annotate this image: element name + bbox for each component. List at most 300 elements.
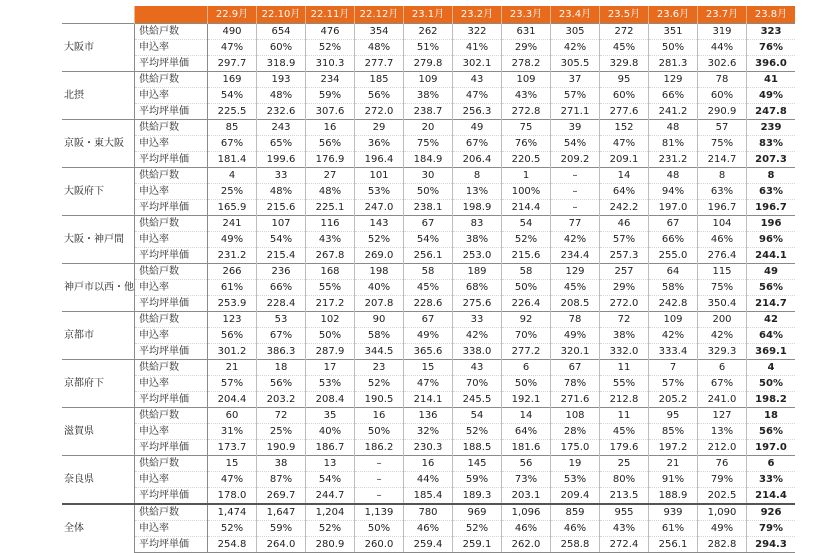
table-row <box>62 56 795 72</box>
table-cell: 56% <box>257 376 306 392</box>
table-cell: 1 <box>502 168 551 184</box>
region-name: 京都府下 <box>62 360 135 408</box>
table-cell: 271.6 <box>551 392 600 408</box>
table-cell: 179.6 <box>600 440 649 456</box>
table-cell: 45% <box>600 40 649 56</box>
metric-label: 平均坪単価 <box>135 440 208 456</box>
table-cell: 16 <box>306 120 355 136</box>
table-cell: 780 <box>404 504 453 521</box>
table-cell: 78% <box>551 376 600 392</box>
table-cell: 476 <box>306 24 355 40</box>
table-cell: 262.0 <box>502 537 551 553</box>
table-cell: 25% <box>257 424 306 440</box>
table-cell: 29% <box>502 40 551 56</box>
table-cell: 51% <box>404 40 453 56</box>
table-cell: 253.9 <box>208 296 257 312</box>
table-cell: 267.8 <box>306 248 355 264</box>
table-cell: 53% <box>551 472 600 488</box>
table-cell: 186.2 <box>355 440 404 456</box>
table-cell: 302.1 <box>453 56 502 72</box>
metric-label: 平均坪単価 <box>135 488 208 505</box>
table-cell: 205.2 <box>649 392 698 408</box>
metric-label: 申込率 <box>135 40 208 56</box>
table-cell: 369.1 <box>747 344 796 360</box>
table-row <box>62 168 795 184</box>
region-name: 滋賀県 <box>62 408 135 456</box>
table-cell: – <box>551 168 600 184</box>
table-cell: 193 <box>257 72 306 88</box>
table-cell: 56% <box>355 88 404 104</box>
table-body <box>62 24 795 553</box>
table-cell: 52% <box>453 424 502 440</box>
table-cell: 213.5 <box>600 488 649 505</box>
table-row <box>62 248 795 264</box>
table-cell: 67% <box>698 376 747 392</box>
header-month: 23.7月 <box>698 6 747 24</box>
table-cell: 59% <box>257 521 306 537</box>
table-cell: 57% <box>551 88 600 104</box>
table-cell: 214.7 <box>698 152 747 168</box>
table-cell: 49% <box>551 328 600 344</box>
table-cell: 277.6 <box>600 104 649 120</box>
table-cell: 42 <box>747 312 796 328</box>
table-cell: 47% <box>453 88 502 104</box>
table-row <box>62 104 795 120</box>
table-cell: 231.2 <box>208 248 257 264</box>
table-cell: 197.0 <box>649 200 698 216</box>
table-cell: 302.6 <box>698 56 747 72</box>
table-cell: 209.1 <box>600 152 649 168</box>
table-cell: 8 <box>747 168 796 184</box>
table-cell: 939 <box>649 504 698 521</box>
table-cell: 228.4 <box>257 296 306 312</box>
table-cell: 301.2 <box>208 344 257 360</box>
table-cell: 109 <box>649 312 698 328</box>
metric-label: 供給戸数 <box>135 120 208 136</box>
table-cell: 127 <box>698 408 747 424</box>
table-cell: 6 <box>698 360 747 376</box>
table-cell: 54% <box>306 472 355 488</box>
table-cell: 225.1 <box>306 200 355 216</box>
table-cell: 50% <box>355 424 404 440</box>
table-cell: 45% <box>551 280 600 296</box>
table-cell: 13% <box>453 184 502 200</box>
metric-label: 供給戸数 <box>135 504 208 521</box>
table-cell: 129 <box>551 264 600 280</box>
table-cell: 50% <box>404 184 453 200</box>
metric-label: 平均坪単価 <box>135 537 208 553</box>
table-cell: 256.1 <box>404 248 453 264</box>
table-cell: 109 <box>404 72 453 88</box>
table-cell: 63% <box>698 184 747 200</box>
table-cell: 955 <box>600 504 649 521</box>
metric-label: 平均坪単価 <box>135 248 208 264</box>
table-cell: 294.3 <box>747 537 796 553</box>
region-name: 京都市 <box>62 312 135 360</box>
table-cell: 257.3 <box>600 248 649 264</box>
table-cell: 60 <box>208 408 257 424</box>
region-name: 全体 <box>62 504 135 553</box>
table-cell: 101 <box>355 168 404 184</box>
table-cell: 48% <box>355 40 404 56</box>
table-cell: 204.4 <box>208 392 257 408</box>
table-cell: 29% <box>600 280 649 296</box>
table-cell: 136 <box>404 408 453 424</box>
table-cell: 203.1 <box>502 488 551 505</box>
table-cell: 92 <box>502 312 551 328</box>
table-cell: 129 <box>649 72 698 88</box>
table-cell: 189 <box>453 264 502 280</box>
table-row <box>62 232 795 248</box>
table-row <box>62 488 795 505</box>
table-cell: 104 <box>698 216 747 232</box>
table-cell: 181.4 <box>208 152 257 168</box>
table-cell: 272.0 <box>600 296 649 312</box>
table-cell: 55% <box>600 376 649 392</box>
table-cell: 36% <box>355 136 404 152</box>
table-cell: 238.1 <box>404 200 453 216</box>
table-cell: 95 <box>649 408 698 424</box>
metric-label: 申込率 <box>135 136 208 152</box>
table-cell: 37 <box>551 72 600 88</box>
table-cell: 58 <box>404 264 453 280</box>
table-cell: 107 <box>257 216 306 232</box>
metric-label: 供給戸数 <box>135 264 208 280</box>
table-cell: 38% <box>404 88 453 104</box>
table-cell: 277.2 <box>502 344 551 360</box>
table-cell: 38% <box>453 232 502 248</box>
table-cell: 43% <box>306 232 355 248</box>
table-cell: 14 <box>600 168 649 184</box>
metric-label: 平均坪単価 <box>135 296 208 312</box>
table-cell: 654 <box>257 24 306 40</box>
table-cell: 43% <box>502 88 551 104</box>
table-cell: 15 <box>404 360 453 376</box>
table-cell: 53% <box>355 184 404 200</box>
table-row <box>62 472 795 488</box>
table-cell: 48 <box>649 168 698 184</box>
table-cell: 52% <box>502 232 551 248</box>
table-cell: – <box>355 456 404 472</box>
table-cell: 11 <box>600 360 649 376</box>
table-cell: 52% <box>306 521 355 537</box>
table-cell: 50% <box>502 280 551 296</box>
table-cell: 214.7 <box>747 296 796 312</box>
table-cell: 386.3 <box>257 344 306 360</box>
table-cell: 60% <box>698 88 747 104</box>
table-cell: 48% <box>306 184 355 200</box>
table-cell: 47% <box>600 136 649 152</box>
table-cell: 33 <box>453 312 502 328</box>
table-cell: 1,096 <box>502 504 551 521</box>
table-cell: 76% <box>747 40 796 56</box>
metric-label: 平均坪単価 <box>135 152 208 168</box>
table-cell: 859 <box>551 504 600 521</box>
table-cell: 188.5 <box>453 440 502 456</box>
metric-label: 申込率 <box>135 328 208 344</box>
table-cell: 72 <box>600 312 649 328</box>
table-cell: 20 <box>404 120 453 136</box>
table-cell: 49% <box>747 88 796 104</box>
table-cell: 217.2 <box>306 296 355 312</box>
table-row <box>62 408 795 424</box>
table-cell: 38 <box>257 456 306 472</box>
table-cell: 31% <box>208 424 257 440</box>
metric-label: 申込率 <box>135 88 208 104</box>
table-cell: 67 <box>551 360 600 376</box>
table-cell: 79% <box>698 472 747 488</box>
header-month: 23.4月 <box>551 6 600 24</box>
table-cell: 25% <box>208 184 257 200</box>
table-cell: 241.2 <box>649 104 698 120</box>
table-cell: – <box>355 472 404 488</box>
table-row <box>62 200 795 216</box>
table-cell: 52% <box>453 521 502 537</box>
table-cell: 16 <box>355 408 404 424</box>
table-row <box>62 216 795 232</box>
region-name: 神戸市以西・他 <box>62 264 135 312</box>
metric-label: 申込率 <box>135 472 208 488</box>
table-row <box>62 376 795 392</box>
table-cell: 206.4 <box>453 152 502 168</box>
metric-label: 申込率 <box>135 521 208 537</box>
table-cell: 94% <box>649 184 698 200</box>
table-cell: 50% <box>306 328 355 344</box>
table-cell: 72 <box>257 408 306 424</box>
table-cell: 73% <box>502 472 551 488</box>
table-cell: 631 <box>502 24 551 40</box>
table-cell: 272 <box>600 24 649 40</box>
table-cell: 57 <box>698 120 747 136</box>
table-cell: 64% <box>600 184 649 200</box>
table-cell: 35 <box>306 408 355 424</box>
table-cell: 49 <box>453 120 502 136</box>
metric-label: 平均坪単価 <box>135 200 208 216</box>
table-wrapper <box>62 6 795 553</box>
table-cell: 203.2 <box>257 392 306 408</box>
table-cell: 272.0 <box>355 104 404 120</box>
table-cell: 54% <box>208 88 257 104</box>
table-cell: 25 <box>600 456 649 472</box>
table-cell: 80% <box>600 472 649 488</box>
metric-label: 供給戸数 <box>135 408 208 424</box>
table-cell: 1,647 <box>257 504 306 521</box>
table-cell: 70% <box>453 376 502 392</box>
table-cell: 13% <box>698 424 747 440</box>
table-cell: 91% <box>649 472 698 488</box>
table-cell: 276.4 <box>698 248 747 264</box>
table-cell: 95 <box>600 72 649 88</box>
table-cell: 39 <box>551 120 600 136</box>
table-cell: 58 <box>502 264 551 280</box>
header-month: 23.2月 <box>453 6 502 24</box>
table-cell: 244.7 <box>306 488 355 505</box>
table-cell: 70% <box>502 328 551 344</box>
table-cell: 165.9 <box>208 200 257 216</box>
table-cell: 32% <box>404 424 453 440</box>
table-cell: 81% <box>649 136 698 152</box>
table-row <box>62 264 795 280</box>
table-cell: 43 <box>453 360 502 376</box>
table-cell: 56% <box>306 136 355 152</box>
table-cell: 196.7 <box>747 200 796 216</box>
table-cell: 272.4 <box>600 537 649 553</box>
table-cell: 282.8 <box>698 537 747 553</box>
table-cell: 145 <box>453 456 502 472</box>
table-cell: – <box>355 488 404 505</box>
table-cell: 75% <box>698 280 747 296</box>
table-row <box>62 40 795 56</box>
metric-label: 供給戸数 <box>135 456 208 472</box>
metric-label: 平均坪単価 <box>135 344 208 360</box>
table-cell: 28% <box>551 424 600 440</box>
table-cell: 209.4 <box>551 488 600 505</box>
table-cell: 8 <box>453 168 502 184</box>
table-cell: 43 <box>453 72 502 88</box>
table-cell: 262 <box>404 24 453 40</box>
metric-label: 供給戸数 <box>135 72 208 88</box>
table-row <box>62 88 795 104</box>
table-cell: 67 <box>649 216 698 232</box>
table-cell: 322 <box>453 24 502 40</box>
table-cell: 48 <box>649 120 698 136</box>
table-cell: 59% <box>453 472 502 488</box>
table-cell: 238.7 <box>404 104 453 120</box>
table-cell: 198.9 <box>453 200 502 216</box>
table-cell: 271.1 <box>551 104 600 120</box>
table-cell: 29 <box>355 120 404 136</box>
table-cell: 257 <box>600 264 649 280</box>
table-cell: 175.0 <box>551 440 600 456</box>
table-cell: 196.4 <box>355 152 404 168</box>
table-cell: 67% <box>453 136 502 152</box>
table-cell: 42% <box>649 328 698 344</box>
table-cell: 226.4 <box>502 296 551 312</box>
table-cell: 926 <box>747 504 796 521</box>
table-cell: 212.0 <box>698 440 747 456</box>
table-cell: 256.3 <box>453 104 502 120</box>
table-cell: 259.4 <box>404 537 453 553</box>
table-cell: 123 <box>208 312 257 328</box>
table-cell: 49% <box>698 521 747 537</box>
table-cell: 259.1 <box>453 537 502 553</box>
table-cell: 42% <box>551 232 600 248</box>
table-cell: 225.5 <box>208 104 257 120</box>
table-cell: 52% <box>306 40 355 56</box>
table-cell: 109 <box>502 72 551 88</box>
table-cell: 350.4 <box>698 296 747 312</box>
table-cell: 47% <box>208 472 257 488</box>
table-cell: 50% <box>355 521 404 537</box>
table-cell: 57% <box>600 232 649 248</box>
table-cell: 329.8 <box>600 56 649 72</box>
table-cell: 38% <box>600 328 649 344</box>
table-row <box>62 152 795 168</box>
header-month: 22.9月 <box>208 6 257 24</box>
table-cell: 16 <box>404 456 453 472</box>
table-cell: 45% <box>404 280 453 296</box>
table-row <box>62 392 795 408</box>
table-cell: 75 <box>502 120 551 136</box>
table-cell: 58% <box>355 328 404 344</box>
table-cell: 17 <box>306 360 355 376</box>
table-cell: 212.8 <box>600 392 649 408</box>
table-cell: 96% <box>747 232 796 248</box>
table-cell: 23 <box>355 360 404 376</box>
table-cell: 190.9 <box>257 440 306 456</box>
metric-label: 供給戸数 <box>135 24 208 40</box>
table-cell: 66% <box>257 280 306 296</box>
table-cell: 56% <box>747 424 796 440</box>
table-cell: 198 <box>355 264 404 280</box>
table-cell: 152 <box>600 120 649 136</box>
table-cell: 83% <box>747 136 796 152</box>
table-cell: 333.4 <box>649 344 698 360</box>
table-cell: 168 <box>306 264 355 280</box>
table-cell: 254.8 <box>208 537 257 553</box>
table-row <box>62 456 795 472</box>
table-cell: 208.4 <box>306 392 355 408</box>
table-cell: 214.4 <box>502 200 551 216</box>
table-cell: 44% <box>698 40 747 56</box>
table-cell: 215.6 <box>257 200 306 216</box>
metric-label: 申込率 <box>135 184 208 200</box>
table-cell: 241.0 <box>698 392 747 408</box>
table-cell: 230.3 <box>404 440 453 456</box>
region-name: 大阪府下 <box>62 168 135 216</box>
table-cell: 1,474 <box>208 504 257 521</box>
table-cell: 8 <box>698 168 747 184</box>
table-cell: 197.0 <box>747 440 796 456</box>
table-cell: 75% <box>698 136 747 152</box>
table-cell: 46 <box>600 216 649 232</box>
table-cell: 269.7 <box>257 488 306 505</box>
table-row <box>62 280 795 296</box>
table-row <box>62 344 795 360</box>
table-cell: 266 <box>208 264 257 280</box>
table-cell: 48% <box>257 88 306 104</box>
table-cell: 18 <box>257 360 306 376</box>
table-cell: 173.7 <box>208 440 257 456</box>
table-cell: 281.3 <box>649 56 698 72</box>
table-cell: 48% <box>257 184 306 200</box>
table-cell: 264.0 <box>257 537 306 553</box>
table-cell: 239 <box>747 120 796 136</box>
table-cell: 85 <box>208 120 257 136</box>
table-cell: 351 <box>649 24 698 40</box>
table-cell: 90 <box>355 312 404 328</box>
table-cell: 46% <box>502 521 551 537</box>
region-name: 北摂 <box>62 72 135 120</box>
metric-label: 平均坪単価 <box>135 104 208 120</box>
table-cell: 277.7 <box>355 56 404 72</box>
metric-label: 申込率 <box>135 280 208 296</box>
metric-label: 供給戸数 <box>135 360 208 376</box>
table-cell: 66% <box>649 232 698 248</box>
header-blank-metric <box>135 6 208 24</box>
data-table <box>62 6 795 553</box>
table-cell: 40% <box>306 424 355 440</box>
table-cell: 56 <box>502 456 551 472</box>
table-cell: 57% <box>649 376 698 392</box>
table-cell: 278.2 <box>502 56 551 72</box>
header-month: 23.6月 <box>649 6 698 24</box>
header-month: 22.12月 <box>355 6 404 24</box>
table-cell: 234.4 <box>551 248 600 264</box>
table-cell: 52% <box>355 376 404 392</box>
table-row <box>62 120 795 136</box>
table-cell: 338.0 <box>453 344 502 360</box>
